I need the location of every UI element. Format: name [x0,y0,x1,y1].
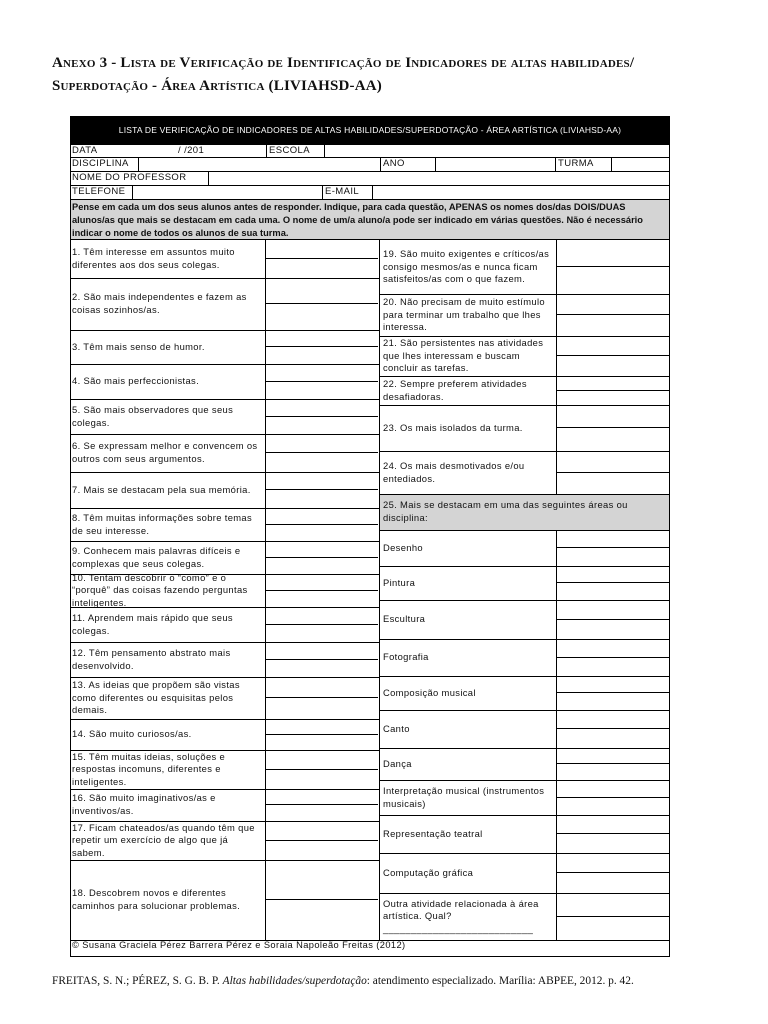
question-item-10: 10. Tentam descobrir o “como” e o “porquê” das coisas fazendo perguntas inteligentes. [72,574,248,607]
area-item-3 [381,600,554,639]
answer-slot-12-a[interactable] [266,642,378,660]
answer-slot-r5-b[interactable] [556,428,670,451]
answer-slot-4-b[interactable] [266,382,378,399]
answer-slot-r4-b[interactable] [556,391,670,405]
date-school-row [70,144,670,158]
right-item-text: Composição musical [383,686,476,698]
right-item-text: Desenho [383,541,423,553]
answer-slot-r8-a[interactable] [556,530,670,548]
area-item-11 [381,893,554,940]
area-item-4 [381,639,554,676]
answer-slot-r13-a[interactable] [556,710,670,729]
citation-work: Altas habilidades/superdotação [222,975,367,987]
question-item-21 [381,336,554,376]
answer-slot-r5-a[interactable] [556,405,670,428]
answer-slot-r9-a[interactable] [556,566,670,583]
answer-slot-17-b[interactable] [266,841,378,860]
area-item-9 [381,815,554,853]
answer-slot-17-a[interactable] [266,821,378,841]
right-item-text: Computação gráfica [383,866,474,878]
answer-slot-r6-a[interactable] [556,451,670,473]
right-item-text: Escultura [383,613,426,625]
answer-slot-r18-b[interactable] [556,917,670,940]
teacher-field[interactable] [208,172,670,185]
discipline-row [70,158,670,172]
answer-slot-r9-b[interactable] [556,583,670,600]
question-item-2: 2. São mais independentes e fazem as coisas sozinhos/as. [72,291,247,315]
answer-slot-14-a[interactable] [266,719,378,735]
class-label: TURMA [555,158,611,171]
question-item-3: 3. Têm mais senso de humor. [72,340,205,352]
date-label: DATA [72,145,98,156]
answer-slot-r3-a[interactable] [556,336,670,356]
teacher-row [70,172,670,186]
question-item-13: 13. As ideias que propõem são vistas como diferentes ou esquisitas pelos demais. [72,679,240,716]
question-item-14: 14. São muito curiosos/as. [72,728,192,740]
answer-slot-r17-a[interactable] [556,853,670,873]
right-item-text: 20. Não precisam de muito estímulo para terminar um trabalho que lhes interessa. [383,296,545,333]
email-label: E-MAIL [322,186,372,199]
answer-slot-r14-a[interactable] [556,748,670,764]
phone-email-row [70,186,670,200]
column-divider [265,240,266,940]
teacher-label: NOME DO PROFESSOR [72,172,187,183]
answer-slot-6-b[interactable] [266,453,378,472]
answer-slot-r12-a[interactable] [556,676,670,693]
answer-slot-15-a[interactable] [266,750,378,770]
copyright: © Susana Graciela Pérez Barrera Pérez e Soraia Napoleão Freitas (2012) [72,940,406,950]
question-item-5: 5. São mais observadores que seus colegas. [72,403,234,428]
answer-slot-2-b[interactable] [266,304,378,330]
answer-slot-18-b[interactable] [266,900,378,940]
area-item-7 [381,748,554,780]
answer-slot-11-a[interactable] [266,607,378,625]
answer-slot-r11-b[interactable] [556,658,670,676]
answer-slot-8-a[interactable] [266,508,378,525]
date-field[interactable]: / /201 [178,145,205,156]
answer-slot-r18-a[interactable] [556,893,670,917]
annex-title-line-2: Superdotação - Área Artística (LIVIAHSD-AA) [52,78,382,94]
question-item-9: 9. Conhecem mais palavras difíceis e complexas que seus colegas. [72,544,241,569]
question-item-11: 11. Aprendem mais rápido que seus colegas. [72,611,233,636]
answer-slot-r6-b[interactable] [556,473,670,494]
answer-slot-r8-b[interactable] [556,548,670,566]
answer-slot-2-a[interactable] [266,278,378,304]
question-item-18: 18. Descobrem novos e diferentes caminhos para solucionar problemas. [72,887,241,911]
question-item-24 [381,451,554,494]
answer-slot-r2-b[interactable] [556,315,670,336]
annex-title-line-1: Anexo 3 - Lista de Verificação de Identificação de Indicadores de altas habilidades/ [52,55,635,71]
answer-slot-5-a[interactable] [266,399,378,417]
question-item-8: 8. Têm muitas informações sobre temas de seu interesse. [72,511,253,536]
year-label: ANO [380,158,435,171]
answer-slot-15-b[interactable] [266,770,378,789]
citation-rest: : atendimento especializado. Marília: ABPEE, 2012. p. 42. [366,975,634,987]
answer-slot-7-b[interactable] [266,490,378,508]
answer-slot-16-a[interactable] [266,789,378,805]
answer-slot-r10-b[interactable] [556,620,670,639]
right-item-text: Fotografia [383,651,429,663]
answer-slot-5-b[interactable] [266,417,378,434]
area-item-5 [381,676,554,710]
question-item-4: 4. São mais perfeccionistas. [72,375,200,387]
school-label: ESCOLA [266,145,324,157]
right-item-text: 21. São persistentes nas atividades que lhes interessam e buscam concluir as tarefas. [383,337,544,374]
answer-slot-9-b[interactable] [266,558,378,574]
right-item-text: 25. Mais se destacam em uma das seguintes áreas ou disciplina: [383,499,628,523]
question-item-19 [381,240,554,294]
question-item-25 [381,494,670,530]
question-item-23 [381,405,554,451]
answer-slot-1-b[interactable] [266,259,378,278]
right-item-text: Representação teatral [383,827,483,839]
question-item-6: 6. Se expressam melhor e convencem os outros com seus argumentos. [72,440,258,464]
answer-slot-r4-a[interactable] [556,376,670,391]
answer-slot-r13-b[interactable] [556,729,670,748]
answer-slot-r15-a[interactable] [556,780,670,798]
right-item-text: 23. Os mais isolados da turma. [383,421,523,433]
right-item-text: Canto [383,722,410,734]
answer-slot-7-a[interactable] [266,472,378,490]
area-item-1 [381,530,554,566]
annex-title [52,52,742,98]
answer-slot-10-a[interactable] [266,574,378,591]
answer-slot-8-b[interactable] [266,525,378,541]
year-field[interactable] [435,158,555,171]
citation [52,975,742,987]
answer-slot-r1-b[interactable] [556,267,670,294]
answer-slot-4-a[interactable] [266,364,378,382]
discipline-label: DISCIPLINA [72,158,129,169]
answer-slot-r14-b[interactable] [556,764,670,780]
question-item-16: 16. São muito imaginativos/as e inventivos/as. [72,792,216,816]
area-item-8 [381,780,554,815]
checklist-form [70,116,670,957]
question-item-1: 1. Têm interesse em assuntos muito diferentes aos dos seus colegas. [72,246,235,270]
right-item-text: Outra atividade relacionada à área artística. Qual? ___________________________ [383,897,539,934]
answer-slot-r10-a[interactable] [556,600,670,620]
answer-slot-1-a[interactable] [266,240,378,259]
phone-label: TELEFONE [72,186,126,197]
answer-slot-13-a[interactable] [266,677,378,698]
answer-slot-16-b[interactable] [266,805,378,821]
right-item-text: Dança [383,757,412,769]
question-item-20 [381,294,554,336]
discipline-field[interactable] [138,158,380,171]
answer-slot-r15-b[interactable] [556,798,670,815]
right-item-text: Interpretação musical (instrumentos musicais) [383,784,545,809]
answer-slot-9-a[interactable] [266,541,378,558]
class-field[interactable] [611,158,670,171]
answer-slot-12-b[interactable] [266,660,378,677]
area-item-2 [381,566,554,600]
answer-slot-r16-b[interactable] [556,834,670,853]
answer-slot-18-a[interactable] [266,860,378,900]
answer-slot-r11-a[interactable] [556,639,670,658]
school-field[interactable] [324,145,670,157]
answer-slot-r16-a[interactable] [556,815,670,834]
answer-slot-14-b[interactable] [266,735,378,750]
right-item-text: 19. São muito exigentes e críticos/as consigo mesmos/as e nunca ficam satisfeitos/as com o que fazem. [383,248,550,285]
question-item-12: 12. Têm pensamento abstrato mais desenvolvido. [72,646,231,671]
form-header: LISTA DE VERIFICAÇÃO DE INDICADORES DE ALTAS HABILIDADES/SUPERDOTAÇÃO - ÁREA ARTÍSTICA (LIVIAHSD-AA) [70,116,670,144]
right-item-text: Pintura [383,576,416,588]
row-divider [380,940,670,941]
answer-slot-r17-b[interactable] [556,873,670,893]
answer-slot-3-b[interactable] [266,347,378,364]
question-item-15: 15. Têm muitas ideias, soluções e respostas incomuns, diferentes e inteligentes. [72,750,226,787]
answer-slot-10-b[interactable] [266,591,378,607]
area-item-10 [381,853,554,893]
email-field[interactable] [372,186,670,199]
answer-slot-r12-b[interactable] [556,693,670,710]
column-divider [379,240,380,940]
area-item-6 [381,710,554,748]
right-item-text: 24. Os mais desmotivados e/ou entediados. [383,459,525,484]
question-item-7: 7. Mais se destacam pela sua memória. [72,483,251,495]
answer-slot-11-b[interactable] [266,625,378,642]
phone-field[interactable] [132,186,322,199]
answer-slot-3-a[interactable] [266,330,378,347]
answer-slot-r3-b[interactable] [556,356,670,376]
question-item-17: 17. Ficam chateados/as quando têm que repetir um exercício de algo que já sabem. [72,821,255,858]
right-item-text: 22. Sempre preferem atividades desafiadoras. [383,377,527,402]
answer-slot-r1-a[interactable] [556,240,670,267]
answer-slot-13-b[interactable] [266,698,378,719]
instructions: Pense em cada um dos seus alunos antes de responder. Indique, para cada questão, APENAS os nomes dos/das DOIS/DUAS alunos/as que mais se destacam em cada uma. O nome de um/a aluno/a pode ser indicado em várias questões. Não é necessário indicar o nome de todos os alunos de sua turma. [70,200,670,240]
answer-slot-6-a[interactable] [266,434,378,453]
citation-authors: FREITAS, S. N.; PÉREZ, S. G. B. P. [52,975,223,987]
question-item-22 [381,376,554,405]
answer-slot-r2-a[interactable] [556,294,670,315]
